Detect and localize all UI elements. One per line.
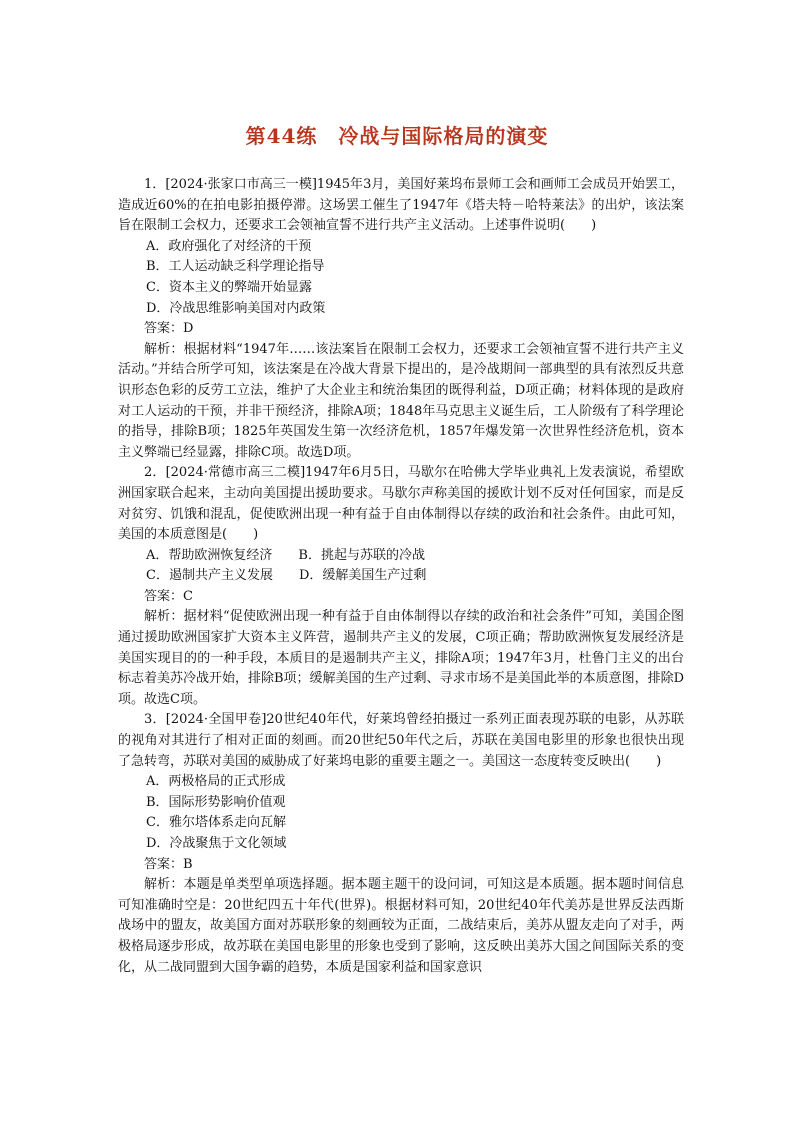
question-2-stem: 2．[2024·常德市高三二模]1947年6月5日，马歇尔在哈佛大学毕业典礼上发表演说，希望欧洲国家联合起来，主动向美国提出援助要求。马歇尔声称美国的援欧计划不反对任何国家，而是反对贫穷、饥饿和混乱，促使欧洲出现一种有益于自由体制得以存续的政治和社会条件。由此可知，美国的本质意图是( ) bbox=[118, 465, 684, 543]
question-2-answer: 答案：C bbox=[144, 588, 193, 604]
question-list bbox=[118, 175, 684, 978]
question-3-answer: 答案：B bbox=[144, 856, 193, 872]
question-3-option-d: D．冷战聚焦于文化领域 bbox=[146, 836, 287, 851]
question-3-stem: 3．[2024·全国甲卷]20世纪40年代，好莱坞曾经拍摄过一系列正面表现苏联的电影，从苏联的视角对其进行了相对正面的刻画。而20世纪50年代之后，苏联在美国电影里的形象也很快出现了急转弯，苏联对美国的威胁成了好莱坞电影的重要主题之一。美国这一态度转变反映出( ) bbox=[118, 712, 684, 769]
page-title: 第44练 冷战与国际格局的演变 bbox=[245, 124, 549, 148]
question-1-option-b: B．工人运动缺乏科学理论指导 bbox=[146, 259, 325, 275]
question-2-options-ab: A．帮助欧洲恢复经济 B．挑起与苏联的冷战 bbox=[146, 547, 425, 563]
question-1-answer: 答案：D bbox=[144, 321, 194, 337]
question-1-option-a: A．政府强化了对经济的干预 bbox=[146, 238, 312, 254]
question-3-option-c: C．雅尔塔体系走向瓦解 bbox=[146, 815, 286, 831]
question-1-analysis: 解析：根据材料“1947年……该法案旨在限制工会权力，还要求工会领袖宣誓不进行共产主义活动。”并结合所学可知，该法案是在冷战大背景下提出的，是冷战期间一部典型的具有浓烈反共意识形态色彩的反劳工立法，维护了大企业主和统治集团的既得利益，D项正确；材料体现的是政府对工人运动的干预，并非干预经济，排除A项；1848年马克思主义诞生后，工人阶级有了科学理论的指导，排除B项；1825年英国发生第一次经济危机，1857年爆发第一次世界性经济危机，资本主义弊端已经显露，排除C项。故选D项。 bbox=[118, 341, 684, 460]
question-1-option-c: C．资本主义的弊端开始显露 bbox=[146, 279, 312, 295]
question-3-option-a: A．两极格局的正式形成 bbox=[146, 774, 286, 790]
question-1-stem: 1．[2024·张家口市高三一模]1945年3月，美国好莱坞布景师工会和画师工会成员开始罢工，造成近60%的在拍电影拍摄停滞。这场罢工催生了1947年《塔夫特－哈特莱法》的出炉，该法案旨在限制工会权力，还要求工会领袖宣誓不进行共产主义活动。上述事件说明( ) bbox=[118, 177, 684, 234]
question-2-options-cd: C．遏制共产主义发展 D．缓解美国生产过剩 bbox=[146, 568, 427, 584]
question-2-analysis: 解析：据材料“促使欧洲出现一种有益于自由体制得以存续的政治和社会条件”可知，美国企图通过援助欧洲国家扩大资本主义阵营，遏制共产主义的发展，C项正确；帮助欧洲恢复发展经济是美国实现目的的一种手段，本质目的是遏制共产主义，排除A项；1947年3月，杜鲁门主义的出台标志着美苏冷战开始，排除B项；缓解美国的生产过剩、寻求市场不是美国此举的本质意图，排除D项。故选C项。 bbox=[118, 609, 684, 707]
question-3-option-b: B．国际形势影响价值观 bbox=[146, 794, 286, 810]
question-1-option-d: D．冷战思维影响美国对内政策 bbox=[146, 300, 326, 316]
question-3-analysis: 解析：本题是单类型单项选择题。据本题主题干的设问词，可知这是本质题。据本题时间信息可知准确时空是：20世纪四五十年代(世界)。根据材料可知，20世纪40年代美苏是世界反法西斯战场中的盟友，故美国方面对苏联形象的刻画较为正面，二战结束后，美苏从盟友走向了对手，两极格局逐步形成，故苏联在美国电影里的形象也受到了影响，这反映出美苏大国之间国际关系的变化，从二战同盟到大国争霸的趋势，本质是国家利益和国家意识 bbox=[118, 877, 684, 975]
